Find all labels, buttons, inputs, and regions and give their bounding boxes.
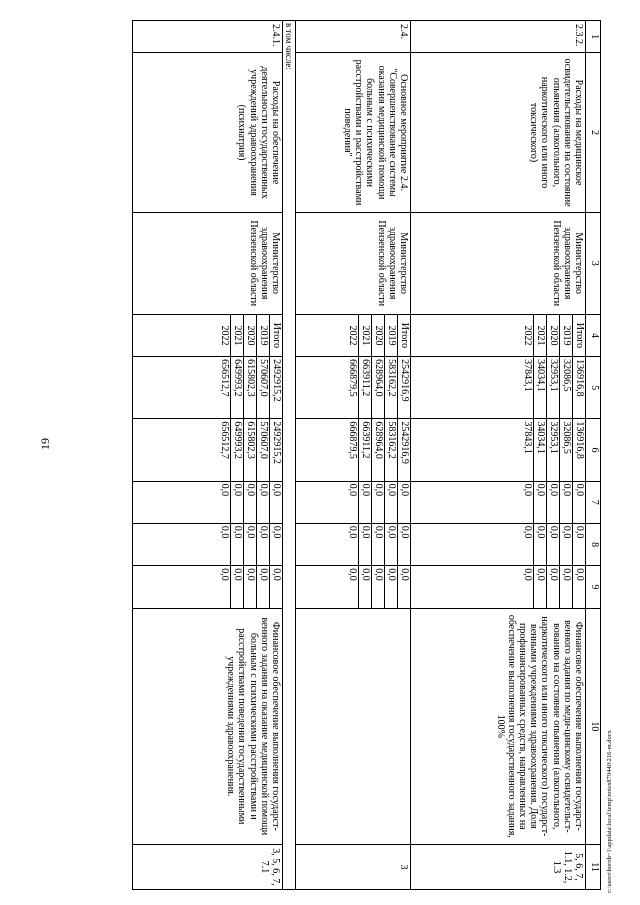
- value: 583162,2: [385, 357, 398, 418]
- years-cell: [411, 314, 586, 356]
- value: 136916,8: [573, 357, 586, 418]
- value: 0,0: [347, 525, 358, 539]
- value: 0,0: [547, 482, 560, 523]
- value: 0,0: [269, 524, 282, 565]
- header-cell: 8: [586, 523, 601, 565]
- value: 0,0: [522, 525, 533, 539]
- in-that-number-label: в том числе:: [282, 21, 295, 890]
- value: 0,0: [534, 524, 547, 565]
- program-activities-table: [132, 20, 601, 890]
- values-c5: [411, 357, 586, 419]
- value: 0,0: [547, 566, 560, 607]
- years-cell: [132, 314, 282, 356]
- value: 0,0: [560, 482, 573, 523]
- value: 0,0: [534, 482, 547, 523]
- activity-name: Расходы на обеспечение деятельности государственных учреждений здравоохранения (психиатрия): [132, 53, 282, 212]
- year: Итого: [398, 315, 411, 356]
- executor: Министерство здравоохранения Пензенской области: [296, 212, 411, 314]
- executor: Министерство здравоохранения Пензенской области: [411, 212, 586, 314]
- year: 2021: [230, 315, 243, 356]
- value: 663911,2: [359, 419, 372, 480]
- value: 34034,1: [534, 419, 547, 480]
- values-c6: [411, 419, 586, 481]
- rotated-table-container: [83, 20, 601, 890]
- page-number: 19: [38, 438, 52, 450]
- value: 0,0: [398, 566, 411, 607]
- executor: Министерство здравоохранения Пензенской области: [132, 212, 282, 314]
- header-cell: 9: [586, 566, 601, 608]
- year: 2020: [547, 315, 560, 356]
- values-c7: [411, 481, 586, 523]
- value: 2492915,2: [269, 419, 282, 480]
- value: 0,0: [372, 482, 385, 523]
- indicator-text: Финансовое обеспечение выполнения государст-венного задания по меди-цинскому освидетельст-вованию на состояние опьянения (алкогольного, наркотического или иного токсического) государст-венными учреждениями здравоохранения. Доля профинансированных средств, направленных на обеспечение выполнения государственного задания, 100%: [411, 608, 586, 845]
- year: Итого: [269, 315, 282, 356]
- value: 0,0: [573, 524, 586, 565]
- values-c5: [296, 357, 411, 419]
- value: 0,0: [560, 524, 573, 565]
- value: 628964,0: [372, 357, 385, 418]
- linked-indicators: 3: [296, 845, 411, 890]
- linked-indicators: 5, 6, 7, 1.1, 1.2, 1.3: [411, 845, 586, 890]
- row-number: 2.4.1.: [132, 21, 282, 53]
- values-c8: [296, 523, 411, 565]
- value: 0,0: [573, 482, 586, 523]
- value: 0,0: [560, 566, 573, 607]
- value: 628964,0: [372, 419, 385, 480]
- value: 656512,7: [218, 421, 230, 459]
- header-row: [586, 21, 601, 890]
- value: 570607,0: [256, 357, 269, 418]
- header-cell: 2: [586, 53, 601, 212]
- year: 2021: [534, 315, 547, 356]
- value: 570607,0: [256, 419, 269, 480]
- header-cell: 1: [586, 21, 601, 53]
- year: 2020: [243, 315, 256, 356]
- value: 649993,2: [230, 357, 243, 418]
- value: 37843,1: [522, 359, 533, 392]
- values-c6: [296, 419, 411, 481]
- value: 32953,1: [547, 419, 560, 480]
- activity-name: Основное мероприятие 2.4. "Совершенствование системы оказания медицинской помощи больным с психическими расстройствами и расстройствами поведения": [296, 53, 411, 212]
- value: 649993,2: [230, 419, 243, 480]
- year: 2022: [522, 325, 533, 346]
- value: 0,0: [522, 483, 533, 497]
- value: 0,0: [218, 525, 230, 539]
- values-c7: [132, 481, 282, 523]
- value: 37843,1: [522, 421, 533, 454]
- value: 656512,7: [218, 359, 230, 397]
- value: 615802,3: [243, 419, 256, 480]
- value: 0,0: [547, 524, 560, 565]
- value: 0,0: [256, 482, 269, 523]
- value: 0,0: [269, 566, 282, 607]
- value: 0,0: [385, 524, 398, 565]
- value: 0,0: [347, 568, 358, 581]
- value: 34034,1: [534, 357, 547, 418]
- value: 0,0: [398, 482, 411, 523]
- value: 666879,5: [347, 421, 358, 459]
- values-c9: [411, 566, 586, 608]
- table-row: [132, 21, 282, 890]
- linked-indicators: 3, 5, 6, 7, 7.1: [132, 845, 282, 890]
- header-cell: 10: [586, 608, 601, 845]
- row-number: 2.3.2.: [411, 21, 586, 53]
- value: 0,0: [372, 566, 385, 607]
- table-row: [411, 21, 586, 890]
- value: 0,0: [359, 566, 372, 607]
- year: 2022: [347, 325, 358, 346]
- value: 2492915,2: [269, 357, 282, 418]
- year: Итого: [573, 315, 586, 356]
- value: 615802,3: [243, 357, 256, 418]
- value: 0,0: [230, 482, 243, 523]
- values-c9: [296, 566, 411, 608]
- table-row: [296, 21, 411, 890]
- year: 2022: [218, 325, 230, 346]
- values-c8: [411, 523, 586, 565]
- header-cell: 11: [586, 845, 601, 890]
- value: 0,0: [256, 524, 269, 565]
- year: 2019: [560, 315, 573, 356]
- header-cell: 5: [586, 357, 601, 419]
- header-cell: 7: [586, 481, 601, 523]
- values-c7: [296, 481, 411, 523]
- value: 0,0: [522, 568, 533, 581]
- value: 136916,8: [573, 419, 586, 480]
- indicator-text: [296, 608, 411, 845]
- value: 0,0: [398, 524, 411, 565]
- value: 2542916,9: [398, 419, 411, 480]
- year: 2021: [359, 315, 372, 356]
- value: 0,0: [385, 482, 398, 523]
- value: 0,0: [218, 483, 230, 497]
- footer-file-path: c:\users\borob~1\appdata\local\temp\notes879440\216-m.docx: [606, 730, 613, 893]
- value: 666879,5: [347, 359, 358, 397]
- values-c9: [132, 566, 282, 608]
- value: 0,0: [230, 566, 243, 607]
- header-cell: 3: [586, 212, 601, 314]
- value: 0,0: [243, 482, 256, 523]
- row-number: 2.4.: [296, 21, 411, 53]
- value: 0,0: [269, 482, 282, 523]
- value: 0,0: [218, 568, 230, 581]
- year: 2019: [256, 315, 269, 356]
- activity-name: Расходы на медицинское освидетельствование на состояние опьянения (алкогольного, наркотического или иного токсического): [411, 53, 586, 212]
- value: 32086,5: [560, 419, 573, 480]
- value: 0,0: [372, 524, 385, 565]
- header-cell: 4: [586, 314, 601, 356]
- value: 583162,2: [385, 419, 398, 480]
- years-cell: [296, 314, 411, 356]
- value: 0,0: [359, 524, 372, 565]
- value: 0,0: [359, 482, 372, 523]
- year: 2020: [372, 315, 385, 356]
- value: 32953,1: [547, 357, 560, 418]
- value: 663911,2: [359, 357, 372, 418]
- values-c8: [132, 523, 282, 565]
- value: 0,0: [243, 524, 256, 565]
- indicator-text: Финансовое обеспечение выполнения государст-венного задания на оказание медицинской помощи больным с психическими расстройствами и расстройствами поведения государственными учреждениями здравоохранения.: [132, 608, 282, 845]
- year: 2019: [385, 315, 398, 356]
- value: 2542916,9: [398, 357, 411, 418]
- values-c5: [132, 357, 282, 419]
- in-that-number-row: [282, 21, 295, 890]
- value: 32086,5: [560, 357, 573, 418]
- value: 0,0: [573, 566, 586, 607]
- header-cell: 6: [586, 419, 601, 481]
- value: 0,0: [230, 524, 243, 565]
- value: 0,0: [534, 566, 547, 607]
- values-c6: [132, 419, 282, 481]
- value: 0,0: [243, 566, 256, 607]
- value: 0,0: [385, 566, 398, 607]
- value: 0,0: [347, 483, 358, 497]
- value: 0,0: [256, 566, 269, 607]
